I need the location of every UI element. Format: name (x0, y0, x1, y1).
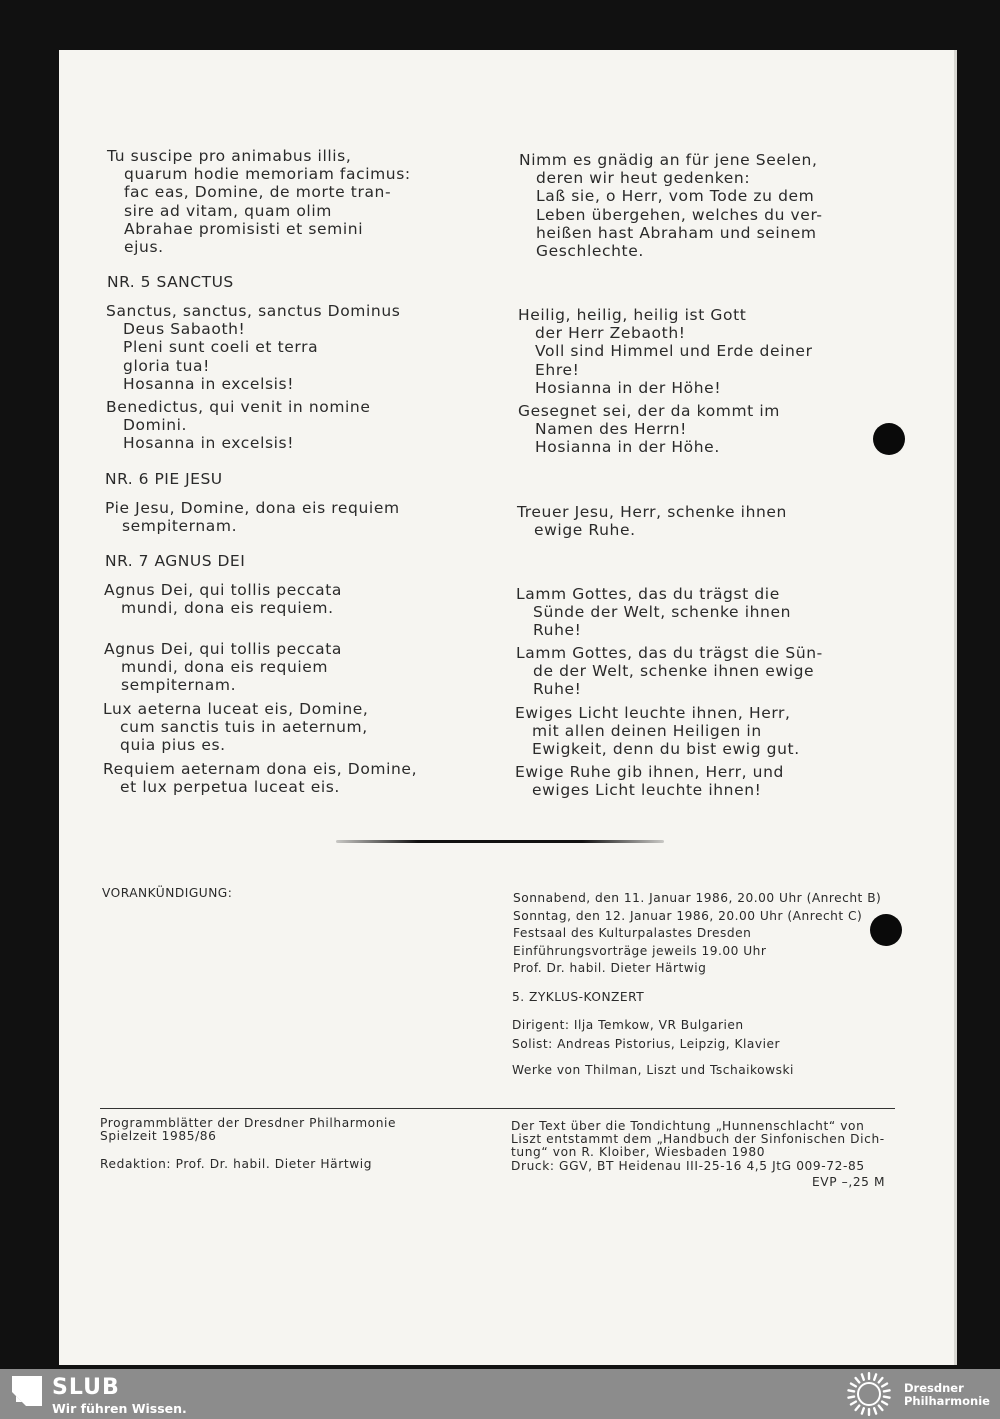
works-line: Werke von Thilman, Liszt und Tschaikowski (512, 1063, 794, 1077)
text-line: Abrahae promisisti et semini (124, 219, 364, 238)
heading-pie-jesu: NR. 6 PIE JESU (105, 470, 223, 488)
announcement-line: Einführungsvorträge jeweils 19.00 Uhr (513, 943, 767, 958)
text-line: ewiges Licht leuchte ihnen! (532, 781, 762, 800)
colophon-left (100, 1117, 396, 1143)
text-line: Namen des Herrn! (535, 420, 687, 439)
announcement-line: Prof. Dr. habil. Dieter Härtwig (513, 961, 707, 975)
latin-benedictus (106, 398, 371, 453)
text-line: Ewigkeit, denn du bist ewig gut. (532, 740, 800, 759)
text-line: Lux aeterna luceat eis, Domine, (103, 700, 369, 718)
announcement-line: Sonnabend, den 11. Januar 1986, 20.00 Uhr (Anrecht B) (513, 891, 882, 905)
price: EVP –,25 M (812, 1175, 886, 1189)
text-line: quarum hodie memoriam facimus: (124, 165, 411, 184)
text-line: Heilig, heilig, heilig ist Gott (518, 306, 747, 324)
text-line: mundi, dona eis requiem. (121, 599, 334, 618)
text-line: Domini. (123, 416, 188, 435)
text-line: Hosanna in excelsis! (123, 374, 295, 393)
text-line: Laß sie, o Herr, vom Tode zu dem (536, 187, 815, 206)
latin-lux-aeterna (103, 700, 368, 755)
text-line: Ewiges Licht leuchte ihnen, Herr, (515, 704, 791, 722)
colophon-line: Liszt entstammt dem „Handbuch der Sinfonischen Dich- (511, 1132, 885, 1147)
colophon-line: Programmblätter der Dresdner Philharmonie (100, 1116, 397, 1130)
text-line: cum sanctis tuis in aeternum, (120, 718, 368, 737)
announcement-line: Festsaal des Kulturpalastes Dresden (513, 926, 752, 940)
text-line: Lamm Gottes, das du trägst die (516, 585, 780, 603)
latin-offertorium (107, 147, 411, 256)
performer-line: Solist: Andreas Pistorius, Leipzig, Klavier (512, 1037, 780, 1051)
performers (512, 1016, 780, 1054)
text-line: Hosianna in der Höhe. (535, 438, 720, 457)
library-name: SLUB (52, 1375, 120, 1400)
latin-agnus-1 (104, 581, 342, 617)
german-benedictus (518, 402, 780, 457)
text-line: quia pius es. (120, 736, 226, 755)
text-line: Ruhe! (533, 621, 582, 640)
text-line: Pleni sunt coeli et terra (123, 338, 319, 357)
latin-requiem (103, 760, 417, 796)
text-line: sempiternam. (122, 517, 238, 536)
orchestra-name (904, 1382, 990, 1408)
text-line: Sanctus, sanctus, sanctus Dominus (106, 302, 401, 320)
text-line: Sünde der Welt, schenke ihnen (533, 603, 792, 622)
text-line: Hosanna in excelsis! (123, 434, 295, 453)
german-requiem (515, 763, 784, 799)
text-line: Agnus Dei, qui tollis peccata (104, 581, 342, 599)
latin-agnus-2 (104, 640, 342, 695)
heading-agnus-dei: NR. 7 AGNUS DEI (105, 552, 246, 570)
text-line: sire ad vitam, quam olim (124, 201, 332, 220)
text-line: Voll sind Himmel und Erde deiner (535, 342, 813, 361)
heading-sanctus: NR. 5 SANCTUS (107, 273, 234, 291)
announcement-line: Sonntag, den 12. Januar 1986, 20.00 Uhr (Anrecht C) (513, 908, 863, 923)
concert-title: 5. ZYKLUS-KONZERT (512, 990, 645, 1004)
announcement-label: VORANKÜNDIGUNG: (102, 886, 233, 900)
text-line: Deus Sabaoth! (123, 320, 246, 339)
text-line: Gesegnet sei, der da kommt im (518, 402, 780, 420)
text-line: ewige Ruhe. (534, 521, 636, 540)
colophon-rule (100, 1108, 895, 1109)
text-line: et lux perpetua luceat eis. (120, 778, 340, 797)
text-line: ejus. (124, 238, 164, 257)
philharmonie-sunburst-icon (842, 1371, 896, 1417)
text-line: mundi, dona eis requiem (121, 658, 329, 677)
text-line: Geschlechte. (536, 242, 644, 261)
text-line: Agnus Dei, qui tollis peccata (104, 640, 342, 658)
text-line: Hosianna in der Höhe! (535, 378, 722, 397)
colophon-line: Der Text über die Tondichtung „Hunnenschlacht“ von (511, 1119, 865, 1133)
text-line: Leben übergehen, welches du ver- (536, 205, 823, 224)
german-pie-jesu (517, 503, 787, 539)
page-edge (954, 50, 957, 1365)
text-line: gloria tua! (123, 356, 210, 375)
colophon-line: Spielzeit 1985/86 (100, 1129, 217, 1144)
latin-pie-jesu (105, 499, 400, 535)
text-line: heißen hast Abraham und seinem (536, 223, 817, 242)
text-line: Lamm Gottes, das du trägst die Sün- (516, 644, 823, 662)
text-line: Benedictus, qui venit in nomine (106, 398, 371, 416)
text-line: Nimm es gnädig an für jene Seelen, (519, 151, 818, 169)
german-agnus-2 (516, 644, 823, 699)
text-line: Ewige Ruhe gib ihnen, Herr, und (515, 763, 784, 781)
text-line: Treuer Jesu, Herr, schenke ihnen (517, 503, 787, 521)
punch-hole (873, 423, 905, 455)
footer-bar (0, 1369, 1000, 1419)
performer-line: Dirigent: Ilja Temkow, VR Bulgarien (512, 1018, 744, 1032)
slub-logo-icon (12, 1376, 42, 1406)
colophon-right (511, 1120, 885, 1173)
colophon-line: tung“ von R. Kloiber, Wiesbaden 1980 (511, 1145, 766, 1160)
section-divider (336, 840, 664, 843)
text-line: mit allen deinen Heiligen in (532, 722, 762, 741)
colophon-editor: Redaktion: Prof. Dr. habil. Dieter Härtwig (100, 1157, 373, 1171)
german-sanctus (518, 306, 813, 397)
text-line: Ehre! (535, 360, 580, 379)
colophon-line: Druck: GGV, BT Heidenau III-25-16 4,5 JtG 009-72-85 (511, 1158, 865, 1173)
text-line: Pie Jesu, Domine, dona eis requiem (105, 499, 400, 517)
text-line: der Herr Zebaoth! (535, 324, 686, 343)
orchestra-name-line: Dresdner (904, 1381, 964, 1395)
text-line: Tu suscipe pro animabus illis, (107, 147, 352, 165)
text-line: fac eas, Domine, de morte tran- (124, 183, 392, 202)
library-tagline: Wir führen Wissen. (52, 1401, 187, 1416)
german-lux-aeterna (515, 704, 800, 759)
text-line: sempiternam. (121, 676, 237, 695)
orchestra-name-line: Philharmonie (904, 1394, 990, 1408)
text-line: Requiem aeternam dona eis, Domine, (103, 760, 418, 778)
text-line: deren wir heut gedenken: (536, 169, 751, 188)
text-line: de der Welt, schenke ihnen ewige (533, 662, 815, 681)
german-offertorium (519, 151, 823, 260)
text-line: Ruhe! (533, 680, 582, 699)
german-agnus-1 (516, 585, 791, 640)
latin-sanctus (106, 302, 400, 393)
announcement-details (513, 890, 881, 978)
